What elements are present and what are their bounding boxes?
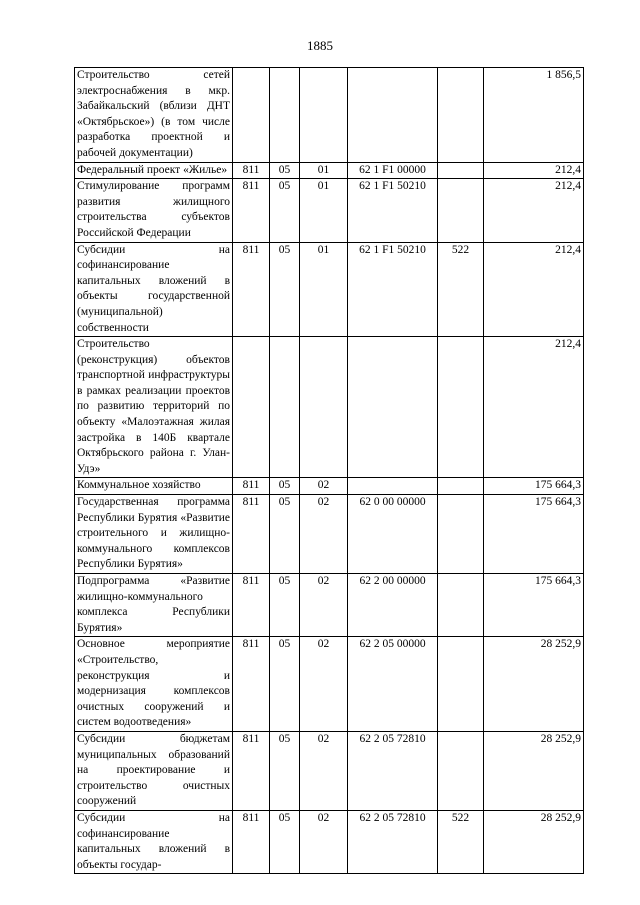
ministry-code-cell [233, 68, 270, 163]
section-code-cell: 05 [270, 478, 300, 495]
ministry-code-cell: 811 [233, 731, 270, 810]
amount-cell: 1 856,5 [484, 68, 584, 163]
ministry-code-cell: 811 [233, 162, 270, 179]
target-article-code-cell: 62 2 05 72810 [348, 810, 438, 873]
expense-type-code-cell [438, 478, 484, 495]
budget-table [74, 67, 584, 874]
expense-type-code-cell: 522 [438, 242, 484, 337]
target-article-code-cell: 62 2 05 72810 [348, 731, 438, 810]
section-code-cell: 05 [270, 242, 300, 337]
target-article-code-cell [348, 478, 438, 495]
expense-type-code-cell [438, 337, 484, 478]
amount-cell: 212,4 [484, 179, 584, 242]
ministry-code-cell: 811 [233, 574, 270, 637]
amount-cell: 212,4 [484, 337, 584, 478]
target-article-code-cell: 62 1 F1 50210 [348, 242, 438, 337]
subsection-code-cell: 01 [300, 179, 348, 242]
ministry-code-cell: 811 [233, 495, 270, 574]
row-name-cell: Строительство сетей электроснабжения в мкр. Забайкальский (вблизи ДНТ «Октябрьское») (в том числе разработка проектной и рабочей документации) [75, 68, 233, 163]
target-article-code-cell: 62 2 00 00000 [348, 574, 438, 637]
ministry-code-cell: 811 [233, 179, 270, 242]
table-row [75, 810, 584, 873]
table-row [75, 495, 584, 574]
subsection-code-cell [300, 337, 348, 478]
table-row [75, 574, 584, 637]
ministry-code-cell: 811 [233, 810, 270, 873]
row-name-cell: Коммунальное хозяйство [75, 478, 233, 495]
ministry-code-cell: 811 [233, 478, 270, 495]
expense-type-code-cell [438, 162, 484, 179]
expense-type-code-cell [438, 68, 484, 163]
row-name-cell: Субсидии на софинансирование капитальных вложений в объекты государственной (муниципальной) собственности [75, 242, 233, 337]
table-row [75, 731, 584, 810]
expense-type-code-cell [438, 731, 484, 810]
table-row [75, 68, 584, 163]
row-name-cell: Строительство (реконструкция) объектов транспортной инфраструктуры в рамках реализации проектов по развитию территорий по объекту «Малоэтажная жилая застройка в 140Б квартале Октябрьского района г. Улан-Удэ» [75, 337, 233, 478]
ministry-code-cell [233, 337, 270, 478]
section-code-cell: 05 [270, 637, 300, 732]
expense-type-code-cell [438, 637, 484, 732]
amount-cell: 28 252,9 [484, 637, 584, 732]
subsection-code-cell: 02 [300, 731, 348, 810]
amount-cell: 212,4 [484, 162, 584, 179]
subsection-code-cell: 01 [300, 242, 348, 337]
row-name-cell: Субсидии бюджетам муниципальных образований на проектирование и строительство очистных сооружений [75, 731, 233, 810]
section-code-cell: 05 [270, 810, 300, 873]
row-name-cell: Федеральный проект «Жилье» [75, 162, 233, 179]
subsection-code-cell: 02 [300, 810, 348, 873]
row-name-cell: Субсидии на софинансирование капитальных вложений в объекты государ- [75, 810, 233, 873]
row-name-cell: Государственная программа Республики Бурятия «Развитие строительного и жилищно-коммунального комплексов Республики Бурятия» [75, 495, 233, 574]
target-article-code-cell [348, 337, 438, 478]
section-code-cell: 05 [270, 574, 300, 637]
target-article-code-cell: 62 2 05 00000 [348, 637, 438, 732]
expense-type-code-cell [438, 574, 484, 637]
ministry-code-cell: 811 [233, 637, 270, 732]
section-code-cell [270, 68, 300, 163]
amount-cell: 28 252,9 [484, 810, 584, 873]
section-code-cell: 05 [270, 179, 300, 242]
subsection-code-cell: 01 [300, 162, 348, 179]
row-name-cell: Стимулирование программ развития жилищного строительства субъектов Российской Федерации [75, 179, 233, 242]
expense-type-code-cell [438, 495, 484, 574]
target-article-code-cell [348, 68, 438, 163]
amount-cell: 175 664,3 [484, 574, 584, 637]
target-article-code-cell: 62 0 00 00000 [348, 495, 438, 574]
table-row [75, 179, 584, 242]
subsection-code-cell [300, 68, 348, 163]
subsection-code-cell: 02 [300, 495, 348, 574]
subsection-code-cell: 02 [300, 574, 348, 637]
expense-type-code-cell [438, 179, 484, 242]
amount-cell: 212,4 [484, 242, 584, 337]
row-name-cell: Основное мероприятие «Строительство, реконструкция и модернизация комплексов очистных сооружений и систем водоотведения» [75, 637, 233, 732]
page-number: 1885 [307, 38, 333, 53]
expense-type-code-cell: 522 [438, 810, 484, 873]
subsection-code-cell: 02 [300, 637, 348, 732]
section-code-cell: 05 [270, 495, 300, 574]
section-code-cell: 05 [270, 162, 300, 179]
table-row [75, 478, 584, 495]
row-name-cell: Подпрограмма «Развитие жилищно-коммунального комплекса Республики Бурятия» [75, 574, 233, 637]
amount-cell: 175 664,3 [484, 478, 584, 495]
table-row [75, 242, 584, 337]
subsection-code-cell: 02 [300, 478, 348, 495]
amount-cell: 28 252,9 [484, 731, 584, 810]
target-article-code-cell: 62 1 F1 50210 [348, 179, 438, 242]
table-row [75, 337, 584, 478]
ministry-code-cell: 811 [233, 242, 270, 337]
section-code-cell: 05 [270, 731, 300, 810]
table-row [75, 637, 584, 732]
section-code-cell [270, 337, 300, 478]
amount-cell: 175 664,3 [484, 495, 584, 574]
table-row [75, 162, 584, 179]
target-article-code-cell: 62 1 F1 00000 [348, 162, 438, 179]
